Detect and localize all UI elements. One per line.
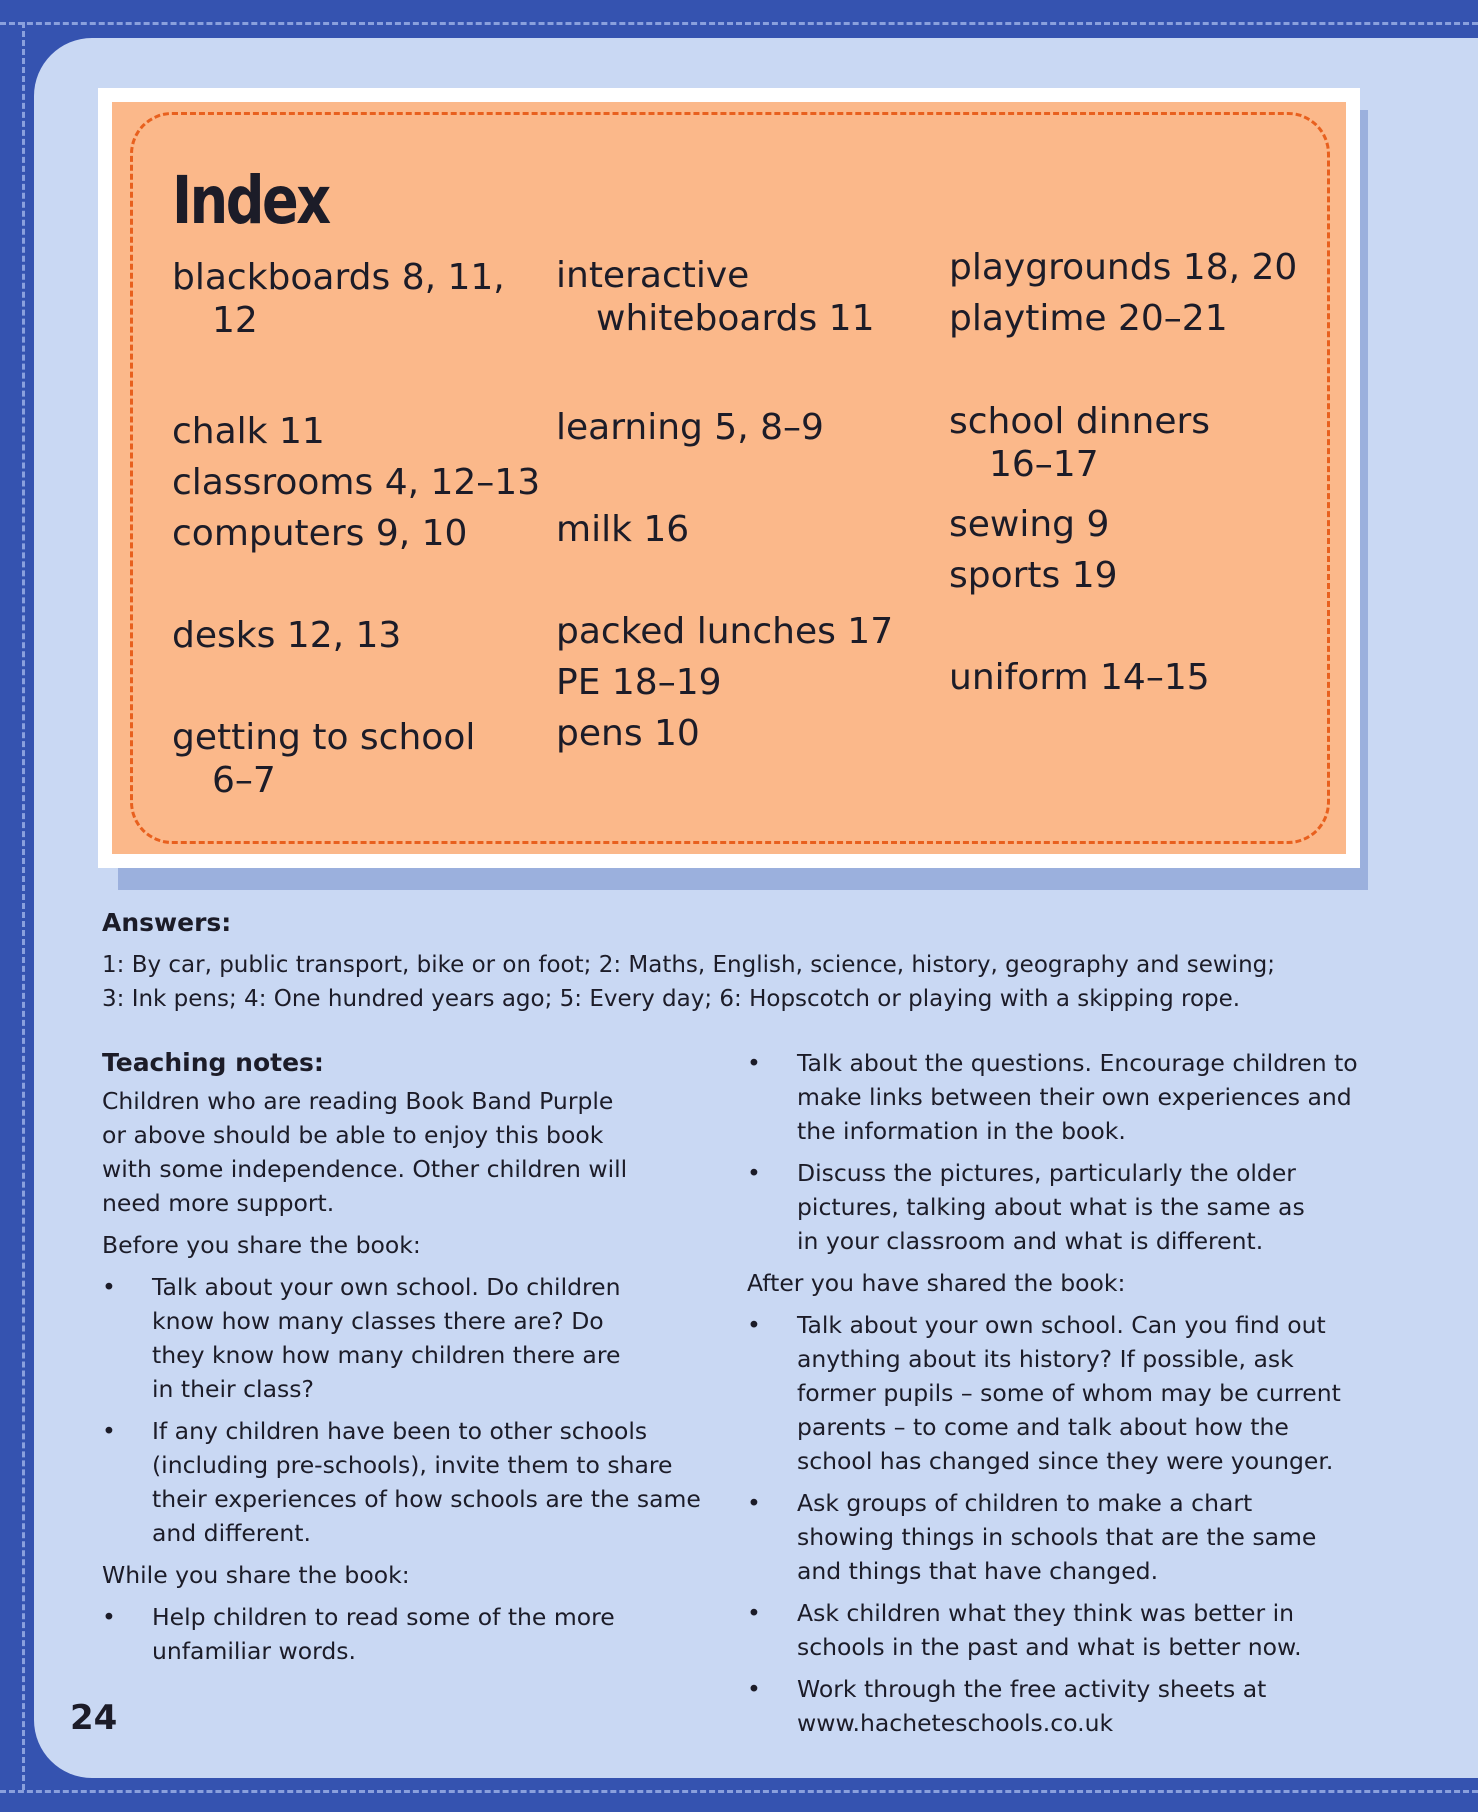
answers-text	[102, 948, 1382, 1016]
index-entry: playgrounds 18, 20	[949, 247, 1298, 288]
index-entry: classrooms 4, 12–13	[172, 462, 541, 503]
teaching-notes-right	[747, 1046, 1367, 1748]
index-entry: uniform 14–15	[949, 657, 1210, 698]
index-entry-text: school dinners	[949, 401, 1211, 442]
index-title: Index	[172, 162, 329, 239]
bullet-item: • Discuss the pictures, particularly the older pictures, talking about what is the same as in your classroom and what is different.	[747, 1156, 1317, 1258]
answers-line: 1: By car, public transport, bike or on foot; 2: Maths, English, science, history, geography and sewing;	[102, 952, 1275, 978]
index-entry: computers 9, 10	[172, 513, 468, 554]
bullet-item: • Talk about the questions. Encourage children to make links between their own experiences and the information in the book.	[747, 1046, 1367, 1148]
index-entry-text: interactive	[556, 255, 750, 296]
index-entry: sewing 9	[949, 504, 1110, 545]
teaching-notes-intro: Children who are reading Book Band Purple or above should be able to enjoy this book with some independence. Other children will need more support.	[102, 1087, 628, 1217]
index-entry: sports 19	[949, 555, 1118, 596]
bullet-item: • Ask children what they think was better in schools in the past and what is better now.	[747, 1596, 1367, 1664]
index-entry	[172, 716, 475, 802]
before-heading: Before you share the book:	[102, 1231, 421, 1259]
bullet-item: • If any children have been to other schools (including pre-schools), invite them to share their experiences of how schools are the same and different.	[102, 1414, 702, 1550]
bullet-item: • Work through the free activity sheets at www.hacheteschools.co.uk	[747, 1672, 1297, 1740]
index-entry-pages: 6–7	[212, 760, 276, 802]
index-entry: desks 12, 13	[172, 615, 402, 656]
answers-heading: Answers:	[102, 908, 232, 937]
index-entry-text: blackboards 8, 11,	[172, 257, 505, 298]
index-entry-pages: whiteboards 11	[596, 298, 875, 340]
answers-line: 3: Ink pens; 4: One hundred years ago; 5: Every day; 6: Hopscotch or playing with a skipping rope.	[102, 986, 1241, 1012]
while-heading: While you share the book:	[102, 1561, 410, 1589]
index-entry: packed lunches 17	[556, 611, 894, 652]
page-number: 24	[70, 1698, 118, 1738]
bullet-item: • Talk about your own school. Can you find out anything about its history? If possible, ask former pupils – some of whom may be current parents – to come and talk about how the school has changed since they were younger.	[747, 1308, 1367, 1478]
index-entry: milk 16	[556, 509, 690, 550]
index-entry: PE 18–19	[556, 662, 722, 703]
after-heading: After you have shared the book:	[747, 1269, 1126, 1297]
stitch-border-top	[0, 22, 1478, 25]
bullet-item: • Talk about your own school. Do children know how many classes there are? Do they know how many children there are in their class?	[102, 1270, 642, 1406]
index-entry	[949, 400, 1210, 486]
index-entry-text: getting to school	[172, 717, 476, 758]
index-entry-pages: 12	[212, 300, 258, 342]
teaching-notes-heading: Teaching notes:	[102, 1048, 324, 1077]
index-entry: playtime 20–21	[949, 298, 1228, 339]
index-entry	[556, 254, 875, 340]
index-entry: pens 10	[556, 713, 700, 754]
index-entry: chalk 11	[172, 411, 325, 452]
index-entry	[172, 256, 505, 342]
stitch-border-left	[22, 22, 25, 1790]
index-entry-pages: 16–17	[989, 444, 1099, 486]
index-entry: learning 5, 8–9	[556, 407, 824, 448]
stitch-border-bottom	[0, 1790, 1478, 1793]
teaching-notes-left	[102, 1046, 702, 1676]
bullet-item: • Help children to read some of the more unfamiliar words.	[102, 1600, 632, 1668]
bullet-item: • Ask groups of children to make a chart showing things in schools that are the same and things that have changed.	[747, 1486, 1327, 1588]
